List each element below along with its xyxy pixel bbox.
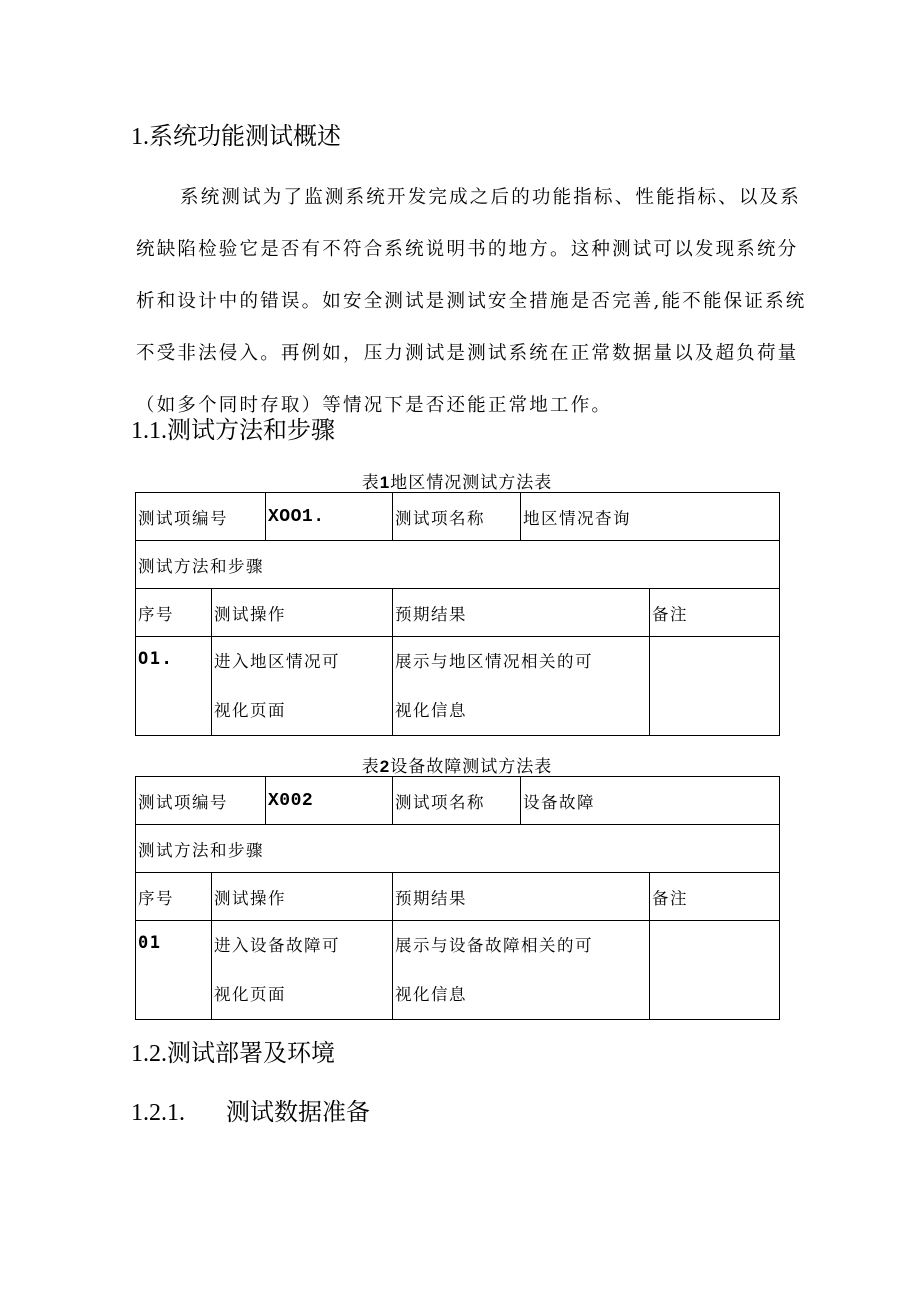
name-label: 测试项名称 xyxy=(393,777,521,825)
method-label: 测试方法和步骤 xyxy=(136,825,780,873)
paragraph-line: 统缺陷检验它是否有不符合系统说明书的地方。这种测试可以发现系统分 xyxy=(136,239,799,260)
paragraph-line: （如多个同时存取）等情况下是否还能正常地工作。 xyxy=(136,395,613,416)
method-label: 测试方法和步骤 xyxy=(136,541,780,589)
section-heading-1-1 xyxy=(131,418,335,443)
col-op-header: 测试操作 xyxy=(212,589,393,637)
col-seq-header: 序号 xyxy=(136,589,212,637)
id-value: XOO1. xyxy=(266,493,393,541)
row-op-line: 视化页面 xyxy=(214,701,286,720)
caption-text: 设备故障测试方法表 xyxy=(390,757,553,777)
row-expected-line: 视化信息 xyxy=(395,985,467,1004)
test-method-table xyxy=(135,492,780,736)
name-value: 设备故障 xyxy=(521,777,780,825)
section-heading-1-2 xyxy=(131,1041,335,1066)
table-caption xyxy=(135,752,779,777)
row-op-line: 视化页面 xyxy=(214,985,286,1004)
row-op xyxy=(212,637,393,736)
section-number: 1.1. xyxy=(131,418,167,444)
caption-number: 2 xyxy=(379,757,391,776)
table-row xyxy=(136,541,780,589)
paragraph-line: 不受非法侵入。再例如，压力测试是测试系统在正常数据量以及超负荷量 xyxy=(136,343,799,364)
col-note-header: 备注 xyxy=(650,589,780,637)
paragraph-line: 析和设计中的错误。如安全测试是测试安全措施是否完善,能不能保证系统 xyxy=(136,291,807,312)
row-seq: 01 xyxy=(136,921,212,1020)
name-value: 地区情况杳询 xyxy=(521,493,780,541)
row-expected-line: 展示与地区情况相关的可 xyxy=(395,652,593,671)
table-row xyxy=(136,921,780,1020)
section-number: 1.2.1. xyxy=(131,1100,185,1126)
row-note xyxy=(650,637,780,736)
caption-number: 1 xyxy=(379,473,391,492)
row-expected-line: 展示与设备故障相关的可 xyxy=(395,936,593,955)
col-op-header: 测试操作 xyxy=(212,873,393,921)
caption-prefix: 表 xyxy=(361,473,380,493)
section-number: 1.2. xyxy=(131,1041,167,1067)
col-expected-header: 预期结果 xyxy=(393,589,650,637)
table-caption xyxy=(135,468,779,493)
id-value: X002 xyxy=(266,777,393,825)
table-row xyxy=(136,493,780,541)
table-header-row xyxy=(136,873,780,921)
row-expected-line: 视化信息 xyxy=(395,701,467,720)
row-op-line: 进入地区情况可 xyxy=(214,652,340,671)
test-method-table xyxy=(135,776,780,1020)
row-expected xyxy=(393,637,650,736)
intro-paragraph xyxy=(136,172,807,432)
table-row xyxy=(136,637,780,736)
section-title: 测试数据准备 xyxy=(226,1098,370,1126)
id-label: 测试项编号 xyxy=(136,777,266,825)
section-title: 测试部署及环境 xyxy=(167,1039,335,1067)
caption-prefix: 表 xyxy=(361,757,380,777)
row-op xyxy=(212,921,393,1020)
section-heading-1 xyxy=(131,124,341,149)
name-label: 测试项名称 xyxy=(393,493,521,541)
table-row xyxy=(136,825,780,873)
col-seq-header: 序号 xyxy=(136,873,212,921)
row-op-line: 进入设备故障可 xyxy=(214,936,340,955)
section-heading-1-2-1 xyxy=(131,1100,370,1125)
row-expected xyxy=(393,921,650,1020)
paragraph-line: 系统测试为了监测系统开发完成之后的功能指标、性能指标、以及系 xyxy=(180,187,802,208)
caption-text: 地区情况测试方法表 xyxy=(390,473,553,493)
row-note xyxy=(650,921,780,1020)
id-label: 测试项编号 xyxy=(136,493,266,541)
section-title: 系统功能测试概述 xyxy=(149,122,341,150)
row-seq: O1. xyxy=(136,637,212,736)
section-title: 测试方法和步骤 xyxy=(167,416,335,444)
col-note-header: 备注 xyxy=(650,873,780,921)
col-expected-header: 预期结果 xyxy=(393,873,650,921)
section-number: 1. xyxy=(131,124,149,150)
table-header-row xyxy=(136,589,780,637)
table-row xyxy=(136,777,780,825)
